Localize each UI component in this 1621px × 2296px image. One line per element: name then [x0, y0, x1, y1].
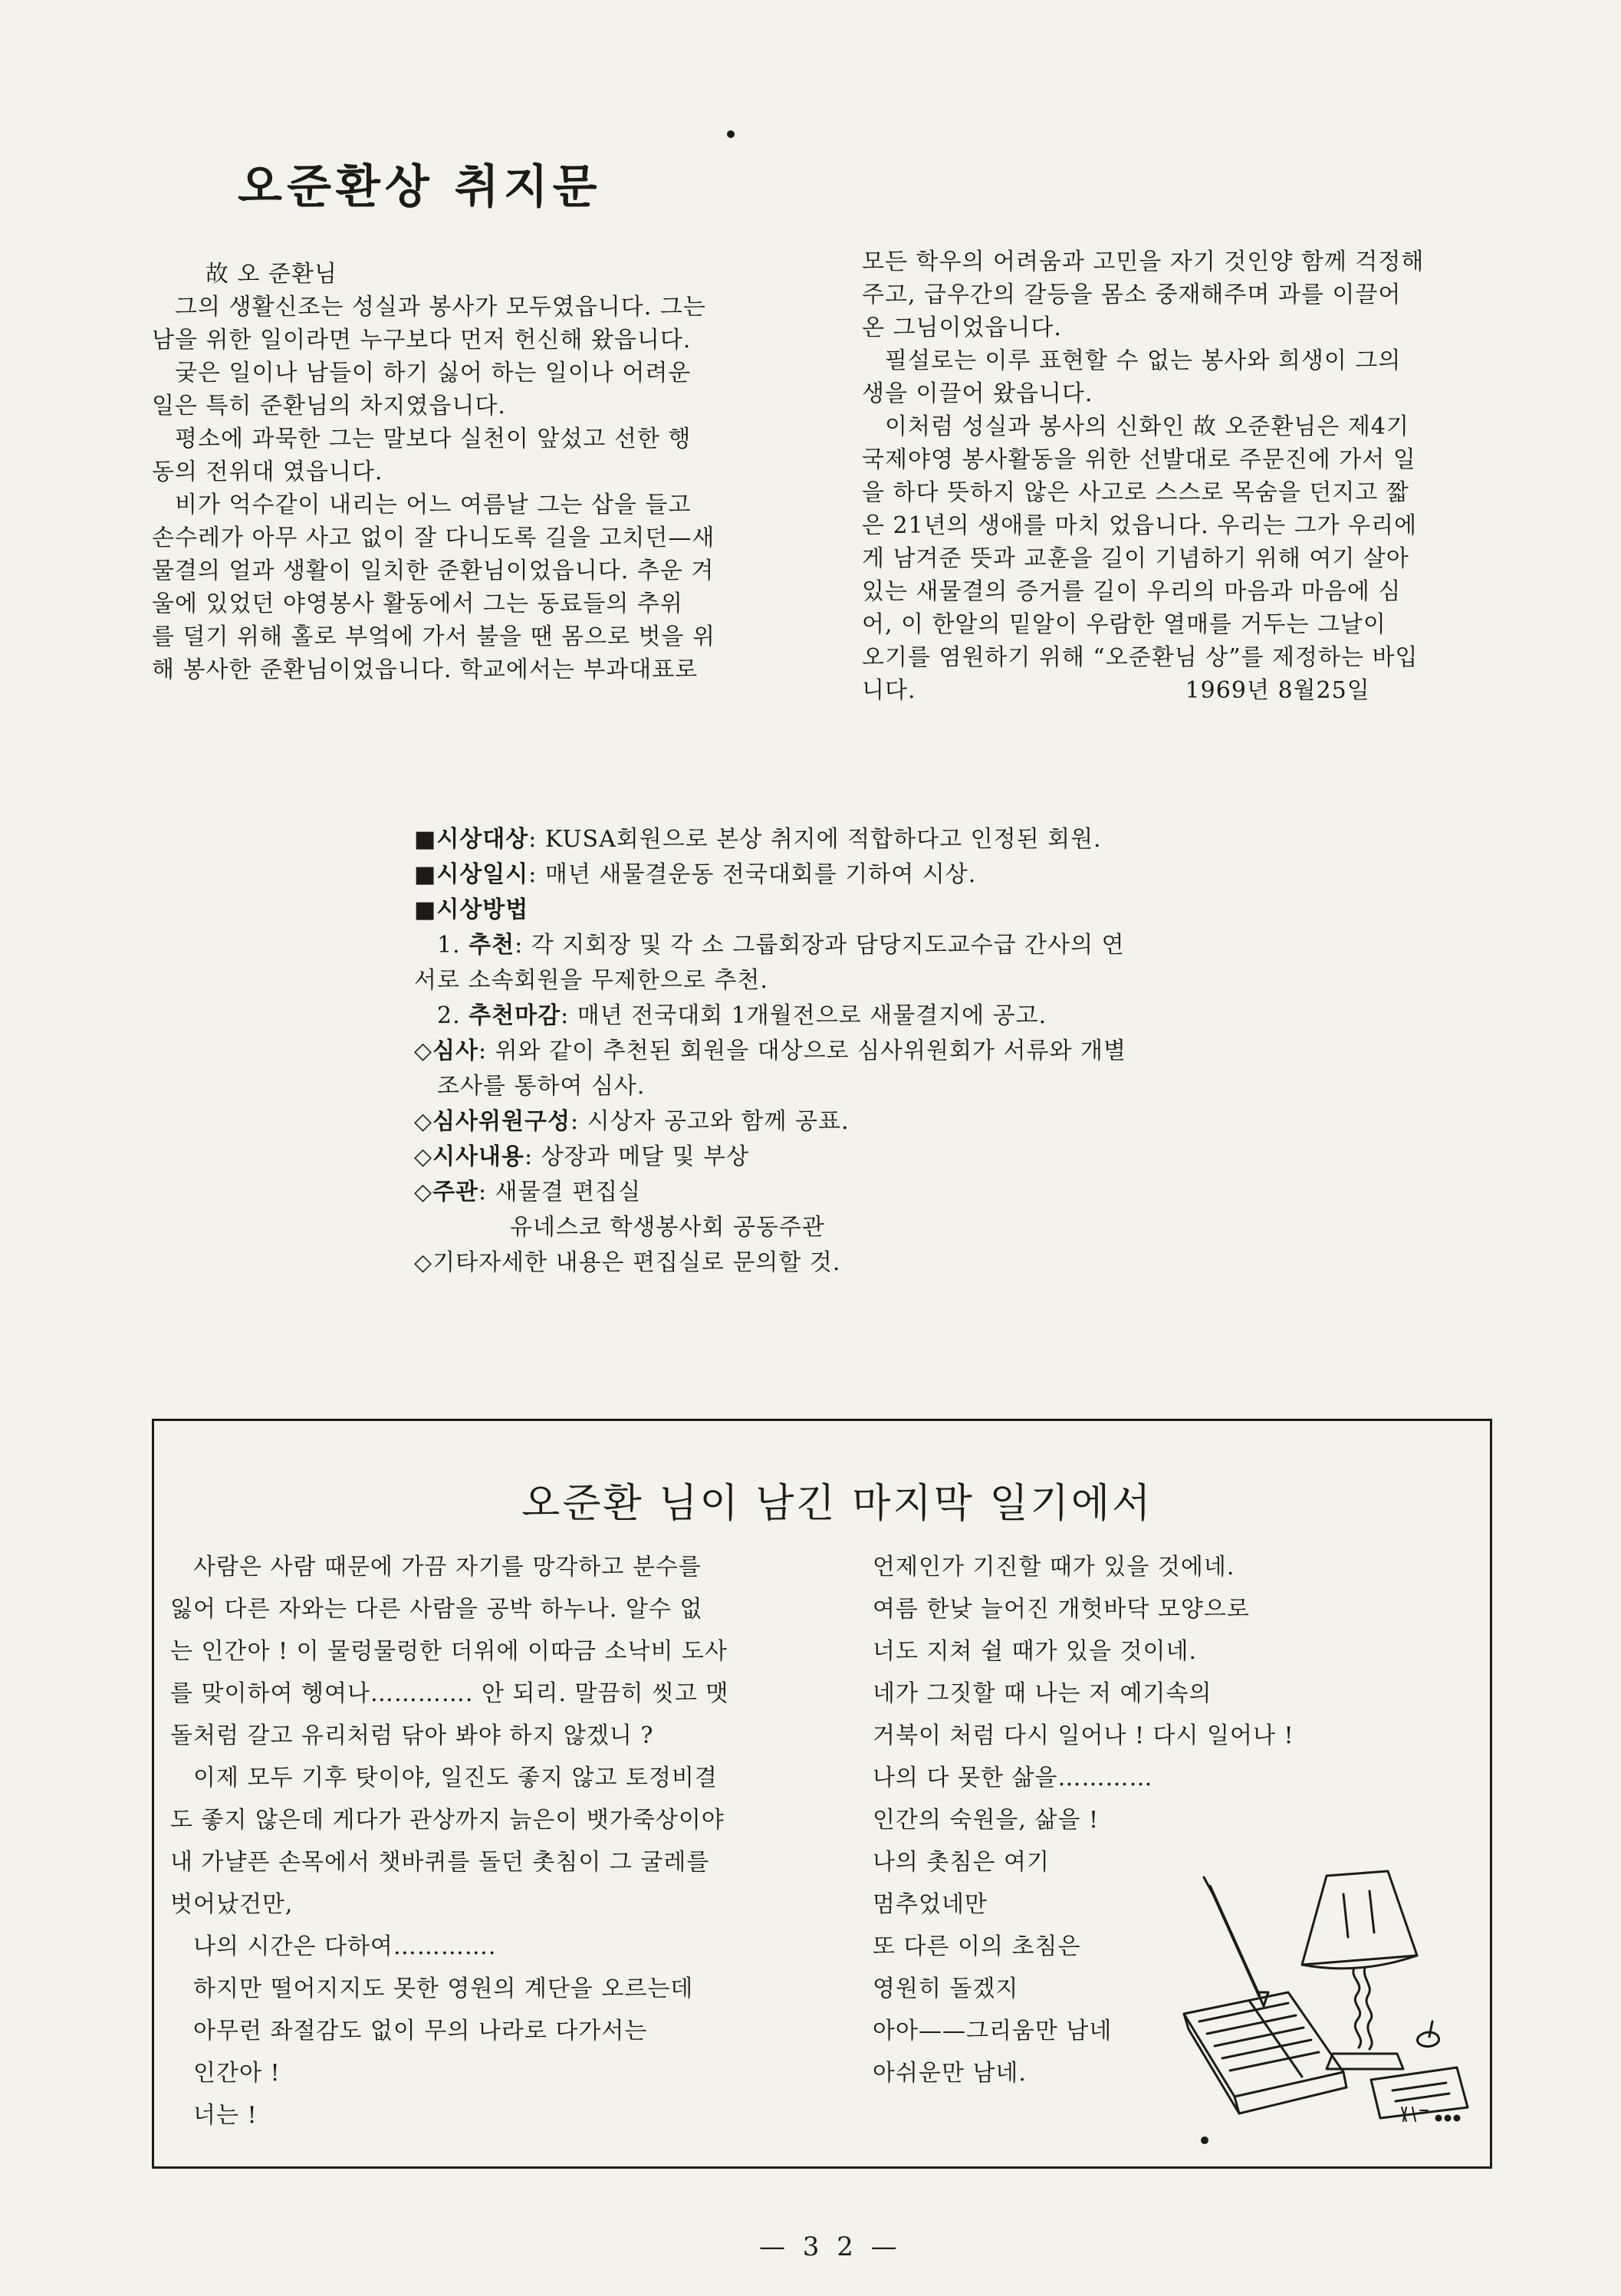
intro-line: 그의 생활신조는 성실과 봉사가 모두였읍니다. 그는: [175, 294, 706, 321]
diary-line: 언제인가 기진할 때가 있을 것에네.: [873, 1554, 1235, 1581]
diary-title: 오준환 님이 남긴 마지막 일기에서: [521, 1481, 1153, 1527]
diary-line: 를 맞이하여 헹여나…………. 안 되리. 말끔히 씻고 맷: [170, 1680, 729, 1707]
intro-line: 궂은 일이나 남들이 하기 싫어 하는 일이나 어려운: [175, 360, 692, 387]
intro-line: 울에 있었던 야영봉사 활동에서 그는 동료들의 추위: [152, 590, 683, 617]
rule-method-label: ■시상방법: [414, 896, 529, 923]
page-number: — 3 2 —: [759, 2232, 902, 2262]
diary-line: 너도 지쳐 쉴 때가 있을 것이네.: [873, 1638, 1197, 1665]
ink-speck: [727, 130, 735, 138]
intro-line: 일은 특히 준환님의 차지였읍니다.: [152, 393, 506, 419]
rule-panel: [414, 1104, 1126, 1140]
rule-host: [414, 1175, 1126, 1210]
diary-line: 네가 그짓할 때 나는 저 예기속의: [873, 1680, 1212, 1707]
diary-line: 아쉬운만 남네.: [873, 2060, 1027, 2087]
rule-method-1-cont: 서로 소속회원을 무제한으로 추천.: [414, 967, 768, 994]
rule-review-label: ◇심사: [414, 1038, 479, 1064]
intro-line: 게 남겨준 뜻과 교훈을 길이 기념하기 위해 여기 살아: [862, 545, 1409, 572]
diary-line: 거북이 처럼 다시 일어나 ! 다시 일어나 !: [873, 1722, 1294, 1749]
rule-review: [414, 1034, 1126, 1069]
intro-line: 있는 새물결의 증거를 길이 우리의 마음과 마음에 심: [862, 578, 1402, 605]
intro-line: 필설로는 이루 표현할 수 없는 봉사와 희생이 그의: [885, 347, 1402, 374]
intro-line: 온 그님이었읍니다.: [862, 314, 1062, 341]
diary-line: 도 좋지 않은데 게다가 관상까지 늙은이 뱃가죽상이야: [170, 1807, 725, 1834]
intro-closing-line: [862, 674, 1424, 707]
rule-method-1-label: 추천: [469, 932, 515, 959]
intro-line: 를 덜기 위해 홀로 부엌에 가서 불을 땐 몸으로 벗을 위: [152, 623, 715, 650]
award-rules: [414, 822, 1126, 1281]
rule-host-label: ◇주관: [414, 1179, 479, 1206]
diary-line: 아무런 좌절감도 없이 무의 나라로 다가서는: [193, 2018, 648, 2044]
intro-line: 생을 이끌어 왔읍니다.: [862, 380, 1093, 407]
intro-line: 해 봉사한 준환님이었읍니다. 학교에서는 부과대표로: [152, 656, 699, 683]
diary-line: 여름 한낮 늘어진 개헛바닥 모양으로: [873, 1596, 1250, 1623]
rule-award-text: : 상장과 메달 및 부상: [524, 1143, 750, 1170]
rule-method-1: [414, 928, 1126, 963]
intro-line: 모든 학우의 어려움과 고민을 자기 것인양 함께 걱정해: [862, 248, 1425, 275]
diary-line: 나의 다 못한 삶을…………: [873, 1765, 1153, 1791]
rule-method-2-text: : 매년 전국대회 1개월전으로 새물결지에 공고.: [561, 1002, 1047, 1029]
intro-line: 어, 이 한알의 밑알이 우람한 열매를 거두는 그날이: [862, 611, 1386, 638]
intro-line: 은 21년의 생애를 마치 었읍니다. 우리는 그가 우리에: [862, 512, 1418, 539]
rule-method-2: [414, 998, 1126, 1034]
intro-left-column: [152, 258, 715, 686]
intro-line: 국제야영 봉사활동을 위한 선발대로 주문진에 가서 일: [862, 446, 1416, 473]
intro-date: 1969년 8월25일: [1185, 677, 1370, 704]
diary-line: 아아——그리움만 남네: [873, 2018, 1113, 2044]
rule-method: [414, 893, 1126, 928]
diary-line: 인간의 숙원을, 삶을 !: [873, 1807, 1100, 1834]
intro-line: 주고, 급우간의 갈등을 몸소 중재해주며 과를 이끌어: [862, 281, 1402, 308]
diary-line: 인간아 !: [193, 2060, 281, 2087]
rule-target-text: : KUSA회원으로 본상 취지에 적합하다고 인정된 회원.: [528, 826, 1102, 853]
intro-right-column: [862, 245, 1424, 707]
rule-date-label: ■시상일시: [414, 861, 529, 888]
intro-line: 이처럼 성실과 봉사의 신화인 故 오준환님은 제4기: [885, 413, 1409, 440]
diary-left-column: [170, 1546, 729, 2136]
diary-line: 이제 모두 기후 탓이야, 일진도 좋지 않고 토정비결: [193, 1765, 718, 1791]
intro-line: 손수레가 아무 사고 없이 잘 다니도록 길을 고치던—새: [152, 525, 715, 551]
rule-host-text: : 새물결 편집실: [478, 1179, 642, 1206]
intro-line: 물결의 얼과 생활이 일치한 준환님이었읍니다. 추운 겨: [152, 558, 715, 584]
rule-date-text: : 매년 새물결운동 전국대회를 기하여 시상.: [528, 861, 977, 888]
diary-line: 는 인간아 ! 이 물렁물렁한 더위에 이따금 소낙비 도사: [170, 1638, 728, 1665]
rule-etc: ◇기타자세한 내용은 편집실로 문의할 것.: [414, 1249, 841, 1276]
diary-line: 돌처럼 갈고 유리처럼 닦아 봐야 하지 않겠니 ?: [170, 1722, 654, 1749]
rule-method-1-text: : 각 지회장 및 각 소 그룹회장과 담당지도교수급 간사의 연: [515, 932, 1125, 959]
diary-line: 나의 촛침은 여기: [873, 1849, 1050, 1876]
diary-line: 사람은 사람 때문에 가끔 자기를 망각하고 분수를: [193, 1554, 702, 1581]
intro-line: 오기를 염원하기 위해 “오준환님 상”를 제정하는 바입: [862, 644, 1419, 671]
intro-last-word: 니다.: [862, 677, 916, 704]
rule-date: [414, 857, 1126, 893]
rule-host-cont: 유네스코 학생봉사회 공동주관: [510, 1214, 825, 1241]
diary-line: 영원히 돌겠지: [873, 1975, 1019, 2002]
rule-method-2-label: 추천마감: [469, 1002, 561, 1029]
rule-target: [414, 822, 1126, 857]
intro-line: 비가 억수같이 내리는 어느 여름날 그는 삽을 들고: [175, 492, 692, 518]
rule-review-cont: 조사를 통하여 심사.: [437, 1073, 646, 1100]
lamp-book-illustration: [1173, 1863, 1480, 2132]
intro-line: 동의 전위대 였읍니다.: [152, 459, 383, 485]
diary-line: 내 가냘픈 손목에서 챗바퀴를 돌던 촛침이 그 굴레를: [170, 1849, 710, 1876]
rule-review-text: : 위와 같이 추천된 회원을 대상으로 심사위원회가 서류와 개별: [478, 1038, 1126, 1064]
rule-target-label: ■시상대상: [414, 826, 529, 853]
rule-panel-label: ◇심사위원구성: [414, 1108, 570, 1135]
diary-line: 또 다른 이의 초침은: [873, 1933, 1081, 1960]
rule-award-label: ◇시사내용: [414, 1143, 524, 1170]
intro-line: 故 오 준환님: [206, 261, 337, 288]
diary-line: 하지만 떨어지지도 못한 영원의 계단을 오르는데: [193, 1975, 694, 2002]
diary-line: 잃어 다른 자와는 다른 사람을 공박 하누나. 알수 없: [170, 1596, 703, 1623]
rule-method-1-num: 1.: [437, 932, 461, 959]
intro-line: 남을 위한 일이라면 누구보다 먼저 헌신해 왔읍니다.: [152, 327, 692, 354]
diary-line: 너는 !: [193, 2102, 258, 2129]
rule-award: [414, 1140, 1126, 1175]
page-title: 오준환상 취지문: [238, 160, 602, 214]
rule-panel-text: : 시상자 공고와 함께 공표.: [570, 1108, 850, 1135]
diary-line: 멈추었네만: [873, 1891, 988, 1918]
intro-line: 을 하다 뜻하지 않은 사고로 스스로 목숨을 던지고 짧: [862, 479, 1409, 506]
diary-line: 벗어났건만,: [170, 1891, 294, 1918]
diary-line: 나의 시간은 다하여………….: [193, 1933, 497, 1960]
intro-line: 평소에 과묵한 그는 말보다 실천이 앞섰고 선한 행: [175, 426, 692, 452]
rule-method-2-num: 2.: [437, 1002, 461, 1029]
ink-speck: [1201, 2136, 1208, 2144]
